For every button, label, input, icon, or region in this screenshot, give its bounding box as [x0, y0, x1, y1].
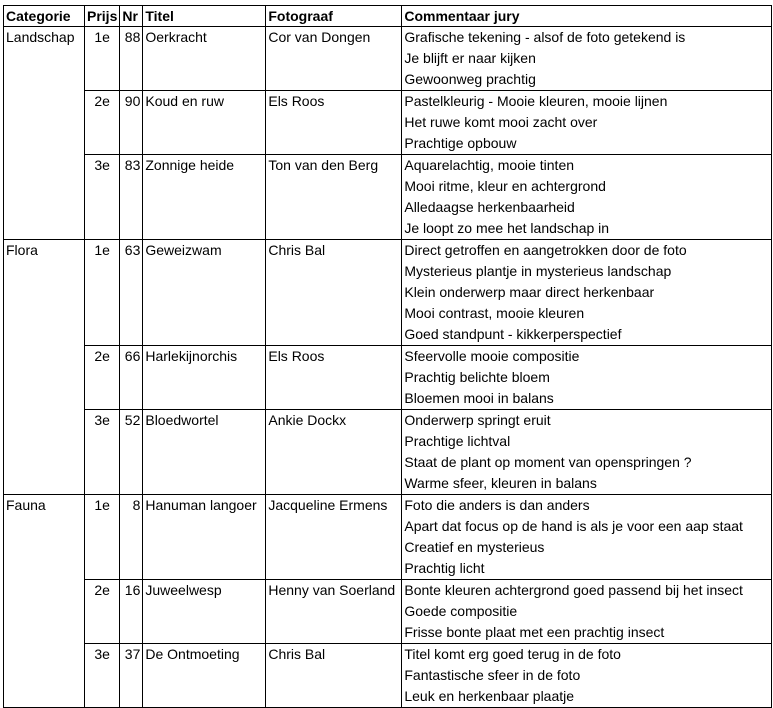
cell-prijs: 2e [85, 580, 120, 644]
comment-line: Titel komt erg goed terug in de foto [404, 646, 621, 662]
comment-line: Direct getroffen en aangetrokken door de foto [404, 242, 687, 258]
comment-line: Leuk en herkenbaar plaatje [404, 688, 575, 704]
cell-commentaar [402, 91, 772, 155]
comment-line: Prachtige opbouw [404, 135, 517, 151]
comment-line: Apart dat focus op de hand is als je voor een aap staat [404, 518, 743, 534]
cell-commentaar [402, 410, 772, 495]
comment-line: Foto die anders is dan anders [404, 497, 590, 513]
table-row [4, 27, 772, 91]
header-commentaar: Commentaar jury [402, 6, 772, 27]
cell-commentaar [402, 240, 772, 346]
comment-line: Warme sfeer, kleuren in balans [404, 475, 597, 491]
cell-prijs: 2e [85, 346, 120, 410]
comment-line: Klein onderwerp maar direct herkenbaar [404, 284, 655, 300]
cell-categorie: Fauna [4, 495, 85, 708]
comment-line: Alledaagse herkenbaarheid [404, 199, 575, 215]
cell-titel: Hanuman langoer [143, 495, 266, 580]
cell-nr: 8 [120, 495, 143, 580]
table-row [4, 155, 772, 240]
table-body [4, 27, 772, 708]
cell-fotograaf: Jacqueline Ermens [266, 495, 402, 580]
cell-commentaar [402, 644, 772, 708]
comment-line: Prachtige lichtval [404, 433, 511, 449]
table-row [4, 495, 772, 580]
cell-prijs: 1e [85, 27, 120, 91]
comment-line: Grafische tekening - alsof de foto getekend is [404, 29, 686, 45]
cell-commentaar [402, 580, 772, 644]
comment-line: Prachtig belichte bloem [404, 369, 550, 385]
comment-line: Frisse bonte plaat met een prachtig insect [404, 624, 665, 640]
cell-titel: Geweizwam [143, 240, 266, 346]
comment-line: Fantastische sfeer in de foto [404, 667, 581, 683]
cell-prijs: 3e [85, 644, 120, 708]
header-row [4, 6, 772, 27]
comment-line: Onderwerp springt eruit [404, 412, 551, 428]
table-row [4, 91, 772, 155]
comment-line: Aquarelachtig, mooie tinten [404, 157, 575, 173]
comment-line: Creatief en mysterieus [404, 539, 545, 555]
table-row [4, 240, 772, 346]
cell-commentaar [402, 155, 772, 240]
cell-prijs: 1e [85, 240, 120, 346]
cell-nr: 90 [120, 91, 143, 155]
cell-fotograaf: Els Roos [266, 91, 402, 155]
cell-fotograaf: Ankie Dockx [266, 410, 402, 495]
cell-titel: Oerkracht [143, 27, 266, 91]
comment-line: Mooi contrast, mooie kleuren [404, 305, 585, 321]
cell-categorie: Flora [4, 240, 85, 495]
table-row [4, 346, 772, 410]
cell-fotograaf: Els Roos [266, 346, 402, 410]
cell-fotograaf: Chris Bal [266, 240, 402, 346]
cell-fotograaf: Ton van den Berg [266, 155, 402, 240]
table-row [4, 410, 772, 495]
cell-fotograaf: Cor van Dongen [266, 27, 402, 91]
header-nr: Nr [120, 6, 143, 27]
cell-nr: 88 [120, 27, 143, 91]
cell-categorie: Landschap [4, 27, 85, 240]
comment-line: Goed standpunt - kikkerperspectief [404, 326, 622, 342]
comment-line: Het ruwe komt mooi zacht over [404, 114, 598, 130]
cell-prijs: 2e [85, 91, 120, 155]
comment-line: Goede compositie [404, 603, 518, 619]
cell-nr: 37 [120, 644, 143, 708]
comment-line: Gewoonweg prachtig [404, 71, 536, 87]
cell-titel: Koud en ruw [143, 91, 266, 155]
cell-titel: Harlekijnorchis [143, 346, 266, 410]
cell-prijs: 3e [85, 155, 120, 240]
cell-fotograaf: Chris Bal [266, 644, 402, 708]
cell-prijs: 3e [85, 410, 120, 495]
comment-line: Pastelkleurig - Mooie kleuren, mooie lijnen [404, 93, 668, 109]
cell-commentaar [402, 346, 772, 410]
cell-commentaar [402, 27, 772, 91]
comment-line: Sfeervolle mooie compositie [404, 348, 580, 364]
cell-prijs: 1e [85, 495, 120, 580]
comment-line: Prachtig licht [404, 560, 485, 576]
cell-titel: Juweelwesp [143, 580, 266, 644]
cell-titel: Zonnige heide [143, 155, 266, 240]
cell-commentaar [402, 495, 772, 580]
cell-fotograaf: Henny van Soerland [266, 580, 402, 644]
comment-line: Je blijft er naar kijken [404, 50, 536, 66]
header-categorie: Categorie [4, 6, 85, 27]
comment-line: Staat de plant op moment van openspringen ? [404, 454, 692, 470]
table-row [4, 580, 772, 644]
comment-line: Mysterieus plantje in mysterieus landschap [404, 263, 672, 279]
cell-nr: 52 [120, 410, 143, 495]
cell-nr: 16 [120, 580, 143, 644]
header-prijs: Prijs [85, 6, 120, 27]
cell-nr: 66 [120, 346, 143, 410]
comment-line: Bloemen mooi in balans [404, 390, 554, 406]
cell-nr: 83 [120, 155, 143, 240]
comment-line: Je loopt zo mee het landschap in [404, 220, 610, 236]
header-fotograaf: Fotograaf [266, 6, 402, 27]
jury-results-table [3, 5, 772, 708]
header-titel: Titel [143, 6, 266, 27]
cell-titel: Bloedwortel [143, 410, 266, 495]
comment-line: Bonte kleuren achtergrond goed passend bij het insect [404, 582, 743, 598]
cell-titel: De Ontmoeting [143, 644, 266, 708]
cell-nr: 63 [120, 240, 143, 346]
comment-line: Mooi ritme, kleur en achtergrond [404, 178, 606, 194]
table-row [4, 644, 772, 708]
